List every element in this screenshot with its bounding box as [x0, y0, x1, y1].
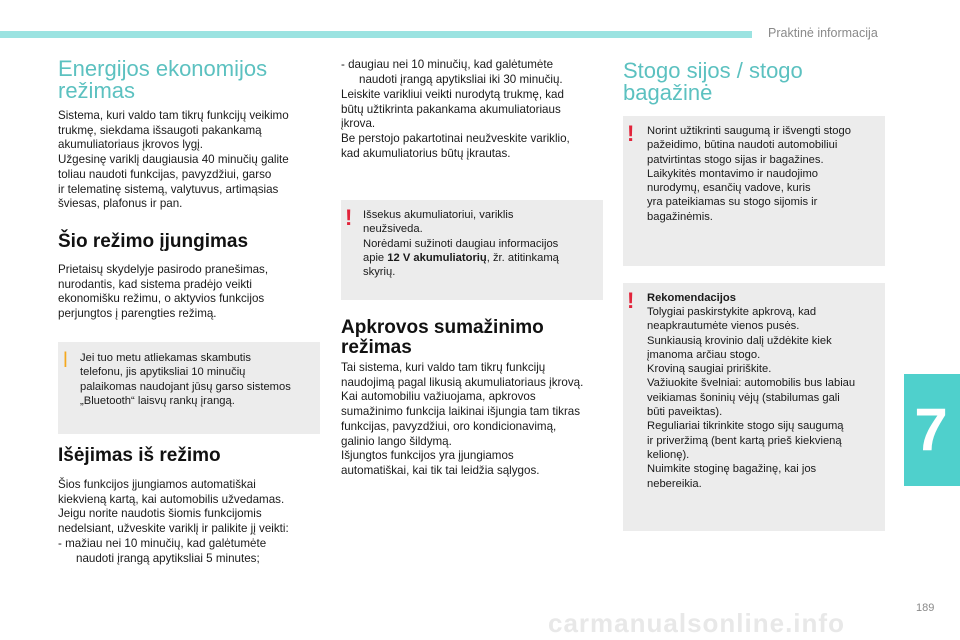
- recommendations-text: Tolygiai paskirstykite apkrovą, kad neapkrautumėte vienos pusės. Sunkiausią krovinio dalį uždėkite kiek įmanoma arčiau stogo. Kroviną saugiai pririškite. Važiuokite švelniai: automobilis bus labiau veikiamas šoninių vėjų (stabilumas gali būti paveiktas). Reguliariai tikrinkite stogo sijų saugumą ir priveržimą (bent kartą prieš kiekvieną kelionę). Nuimkite stoginę bagažinę, kai jos nebereikia.: [647, 306, 856, 490]
- section-header: Praktinė informacija: [768, 26, 878, 40]
- header-accent-bar: [0, 31, 752, 38]
- exit-text: Šios funkcijos įjungiamos automatiškai kiekvieną kartą, kai automobilis užvedamas. Jeigu norite naudotis šiomis funkcijomis nedelsiant, užveskite variklį ir palikite jį veikti:: [58, 478, 289, 536]
- exit-bullet: - mažiau nei 10 minučių, kad galėtumėte naudoti įrangą apytiksliai 5 minutes;: [58, 537, 267, 565]
- energy-economy-intro: Sistema, kuri valdo tam tikrų funkcijų veikimo trukmę, siekdama išsaugoti pakankamą akumuliatoriaus įkrovos lygį. Užgesinę variklį daugiausia 40 minučių galite toliau naudoti funkcijas, pavyzdžiui, garso ir telematinę sistemą, valytuvus, artimąsias šviesas, plafonus ir pan.: [58, 109, 289, 211]
- info-icon: ǀ: [63, 347, 68, 372]
- chapter-number: 7: [914, 396, 948, 463]
- roof-bars-title: Stogo sijos / stogo bagažinė: [623, 58, 803, 105]
- recommendations-box: [623, 283, 885, 531]
- energy-economy-title: Energijos ekonomijos režimas: [58, 56, 268, 103]
- warning-box-battery: [341, 200, 603, 300]
- info-box-text: Jei tuo metu atliekamas skambutis telefonu, jis apytiksliai 10 minučių palaikomas naudojant jūsų garso sistemos „Bluetooth“ laisvų rankų įrangą.: [80, 352, 291, 407]
- recommendations-heading: Rekomendacijos: [647, 292, 736, 304]
- continuation-text: Leiskite varikliui veikti nurodytą trukmę, kad būtų užtikrinta pakankama akumuliatoriaus įkrova. Be perstojo pakartotinai neužveskite variklio, kad akumuliatorius būtų įkrautas.: [341, 88, 570, 160]
- warning-box-roof: [623, 116, 885, 266]
- continuation-bullet: - daugiau nei 10 minučių, kad galėtumėte naudoti įrangą apytiksliai iki 30 minučių.: [341, 58, 563, 86]
- load-reduction-text: Tai sistema, kuri valdo tam tikrų funkcijų naudojimą pagal likusią akumuliatoriaus įkrovą. Kai automobiliu važiuojama, apkrovos sumažinimo funkcija laikinai išjungia tam tikras funkcijas, pavyzdžiui, oro kondicionavimą, galinio lango šildymą. Išjungtos funkcijos yra įjungiamos automatiškai, kai tik tai leidžia sąlygos.: [341, 361, 584, 477]
- activation-text: Prietaisų skydelyje pasirodo pranešimas, nurodantis, kad sistema pradėjo veikti ekonomišku režimu, o aktyvios funkcijos perjungtos į parengties režimą.: [58, 263, 269, 321]
- page-number: 189: [916, 602, 935, 614]
- warning-box-roof-text: Norint užtikrinti saugumą ir išvengti stogo pažeidimo, būtina naudoti automobiliui patvirtintas stogo sijas ir bagažines. Laikykitės montavimo ir naudojimo nurodymų, esančių vadove, kuris yra pateikiamas su stogo sijomis ir bagažinėmis.: [647, 125, 851, 223]
- exclamation-icon: !: [627, 121, 635, 146]
- exclamation-icon: !: [345, 205, 353, 230]
- footer-watermark: carmanualsonline.info: [548, 608, 845, 638]
- exit-title: Išėjimas iš režimo: [58, 445, 221, 466]
- warning-box-battery-text: Išsekus akumuliatoriui, variklis neužsiveda. Norėdami sužinoti daugiau informacijos apie 12 V akumuliatorių, žr. atitinkamą skyrių.: [363, 209, 559, 279]
- activation-title: Šio režimo įjungimas: [58, 231, 249, 252]
- exclamation-icon: !: [627, 288, 635, 313]
- info-box: [58, 342, 320, 434]
- load-reduction-title: Apkrovos sumažinimo režimas: [341, 317, 544, 358]
